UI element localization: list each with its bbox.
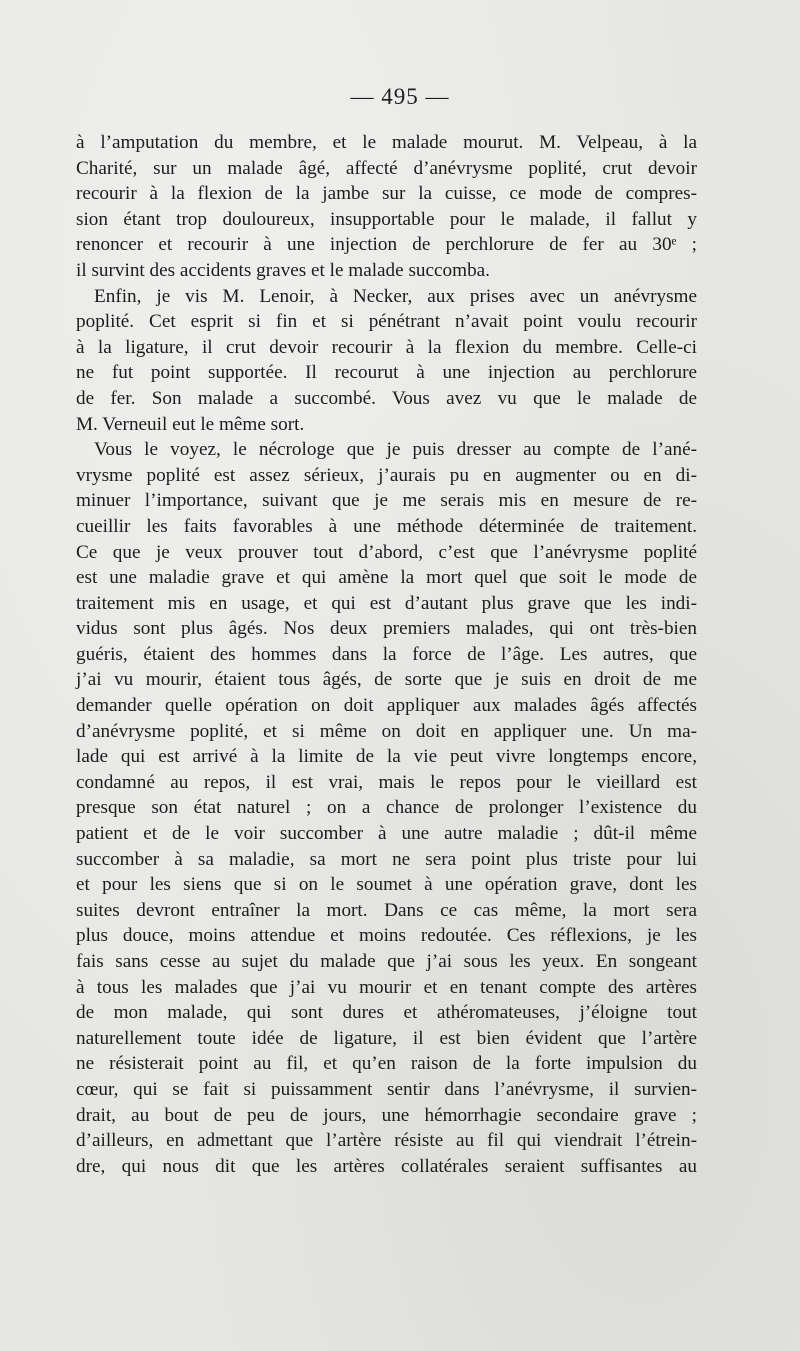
text-line: renoncer et recourir à une injection de perchlorure de fer au 30ᵉ ; [76, 234, 697, 256]
paragraph-1 [76, 130, 697, 284]
page-number: — 495 — [350, 84, 450, 109]
text-line: Vous le voyez, le nécrologe que je puis dresser au compte de l’ané- [94, 439, 697, 461]
text-line: condamné au repos, il est vrai, mais le repos pour le vieillard est [76, 771, 697, 793]
text-line: à la ligature, il crut devoir recourir à la flexion du membre. Celle-ci [76, 336, 697, 358]
text-line: d’ailleurs, en admettant que l’artère résiste au fil qui viendrait l’étrein- [76, 1130, 697, 1152]
text-line: vrysme poplité est assez sérieux, j’aurais pu en augmenter ou en di- [76, 464, 697, 486]
body-text [76, 130, 697, 1179]
text-line: poplité. Cet esprit si fin et si pénétrant n’avait point voulu recourir [76, 311, 697, 333]
text-line: cueillir les faits favorables à une méthode déterminée de traitement. [76, 515, 697, 537]
paragraph-3 [76, 437, 697, 1179]
text-line: demander quelle opération on doit appliquer aux malades âgés affectés [76, 695, 697, 717]
text-line: fais sans cesse au sujet du malade que j’ai sous les yeux. En songeant [76, 951, 697, 972]
text-line: de mon malade, qui sont dures et athéromateuses, j’éloigne tout [76, 1002, 697, 1024]
text-line: guéris, étaient des hommes dans la force de l’âge. Les autres, que [76, 643, 697, 665]
text-line: succomber à sa maladie, sa mort ne sera point plus triste pour lui [76, 848, 697, 870]
text-line: de fer. Son malade a succombé. Vous avez vu que le malade de [76, 387, 697, 409]
text-line: dre, qui nous dit que les artères collatérales seraient suffisantes au [76, 1155, 697, 1177]
text-line: et pour les siens que si on le soumet à une opération grave, dont les [76, 874, 697, 896]
text-line: M. Verneuil eut le même sort. [76, 413, 305, 435]
text-line: à l’amputation du membre, et le malade mourut. M. Velpeau, à la [76, 132, 697, 153]
text-line: j’ai vu mourir, étaient tous âgés, de sorte que je suis en droit de me [76, 669, 697, 691]
text-line: sion étant trop douloureux, insupportable pour le malade, il fallut y [76, 208, 697, 230]
text-line: Enfin, je vis M. Lenoir, à Necker, aux prises avec un anévrysme [94, 285, 697, 307]
text-line: plus douce, moins attendue et moins redoutée. Ces réflexions, je les [76, 925, 697, 947]
text-line: cœur, qui se fait si puissamment sentir dans l’anévrysme, il survien- [76, 1078, 697, 1100]
text-line: traitement mis en usage, et qui est d’autant plus grave que les indi- [76, 592, 697, 614]
text-line: Charité, sur un malade âgé, affecté d’anévrysme poplité, crut devoir [76, 157, 697, 179]
text-line: recourir à la flexion de la jambe sur la cuisse, ce mode de compres- [76, 183, 697, 205]
text-line: à tous les malades que j’ai vu mourir et en tenant compte des artères [76, 976, 697, 998]
text-line: presque son état naturel ; on a chance de prolonger l’existence du [76, 797, 697, 819]
text-line: d’anévrysme poplité, et si même on doit en appliquer une. Un ma- [76, 720, 697, 742]
text-line: patient et de le voir succomber à une autre maladie ; dût-il même [76, 823, 697, 845]
paragraph-2 [76, 284, 697, 438]
text-line: vidus sont plus âgés. Nos deux premiers malades, qui ont très-bien [76, 618, 697, 640]
text-line: naturellement toute idée de ligature, il est bien évident que l’artère [76, 1027, 697, 1049]
text-line: Ce que je veux prouver tout d’abord, c’est que l’anévrysme poplité [76, 541, 697, 563]
text-line: lade qui est arrivé à la limite de la vie peut vivre longtemps encore, [76, 746, 697, 768]
text-line: ne résisterait point au fil, et qu’en raison de la forte impulsion du [76, 1053, 697, 1075]
text-line: suites devront entraîner la mort. Dans ce cas même, la mort sera [76, 899, 697, 921]
text-line: il survint des accidents graves et le malade succomba. [76, 259, 490, 281]
text-line: est une maladie grave et qui amène la mort quel que soit le mode de [76, 567, 697, 589]
text-line: ne fut point supportée. Il recourut à une injection au perchlorure [76, 362, 697, 384]
text-line: drait, au bout de peu de jours, une hémorrhagie secondaire grave ; [76, 1104, 697, 1126]
text-line: minuer l’importance, suivant que je me serais mis en mesure de re- [76, 490, 697, 512]
